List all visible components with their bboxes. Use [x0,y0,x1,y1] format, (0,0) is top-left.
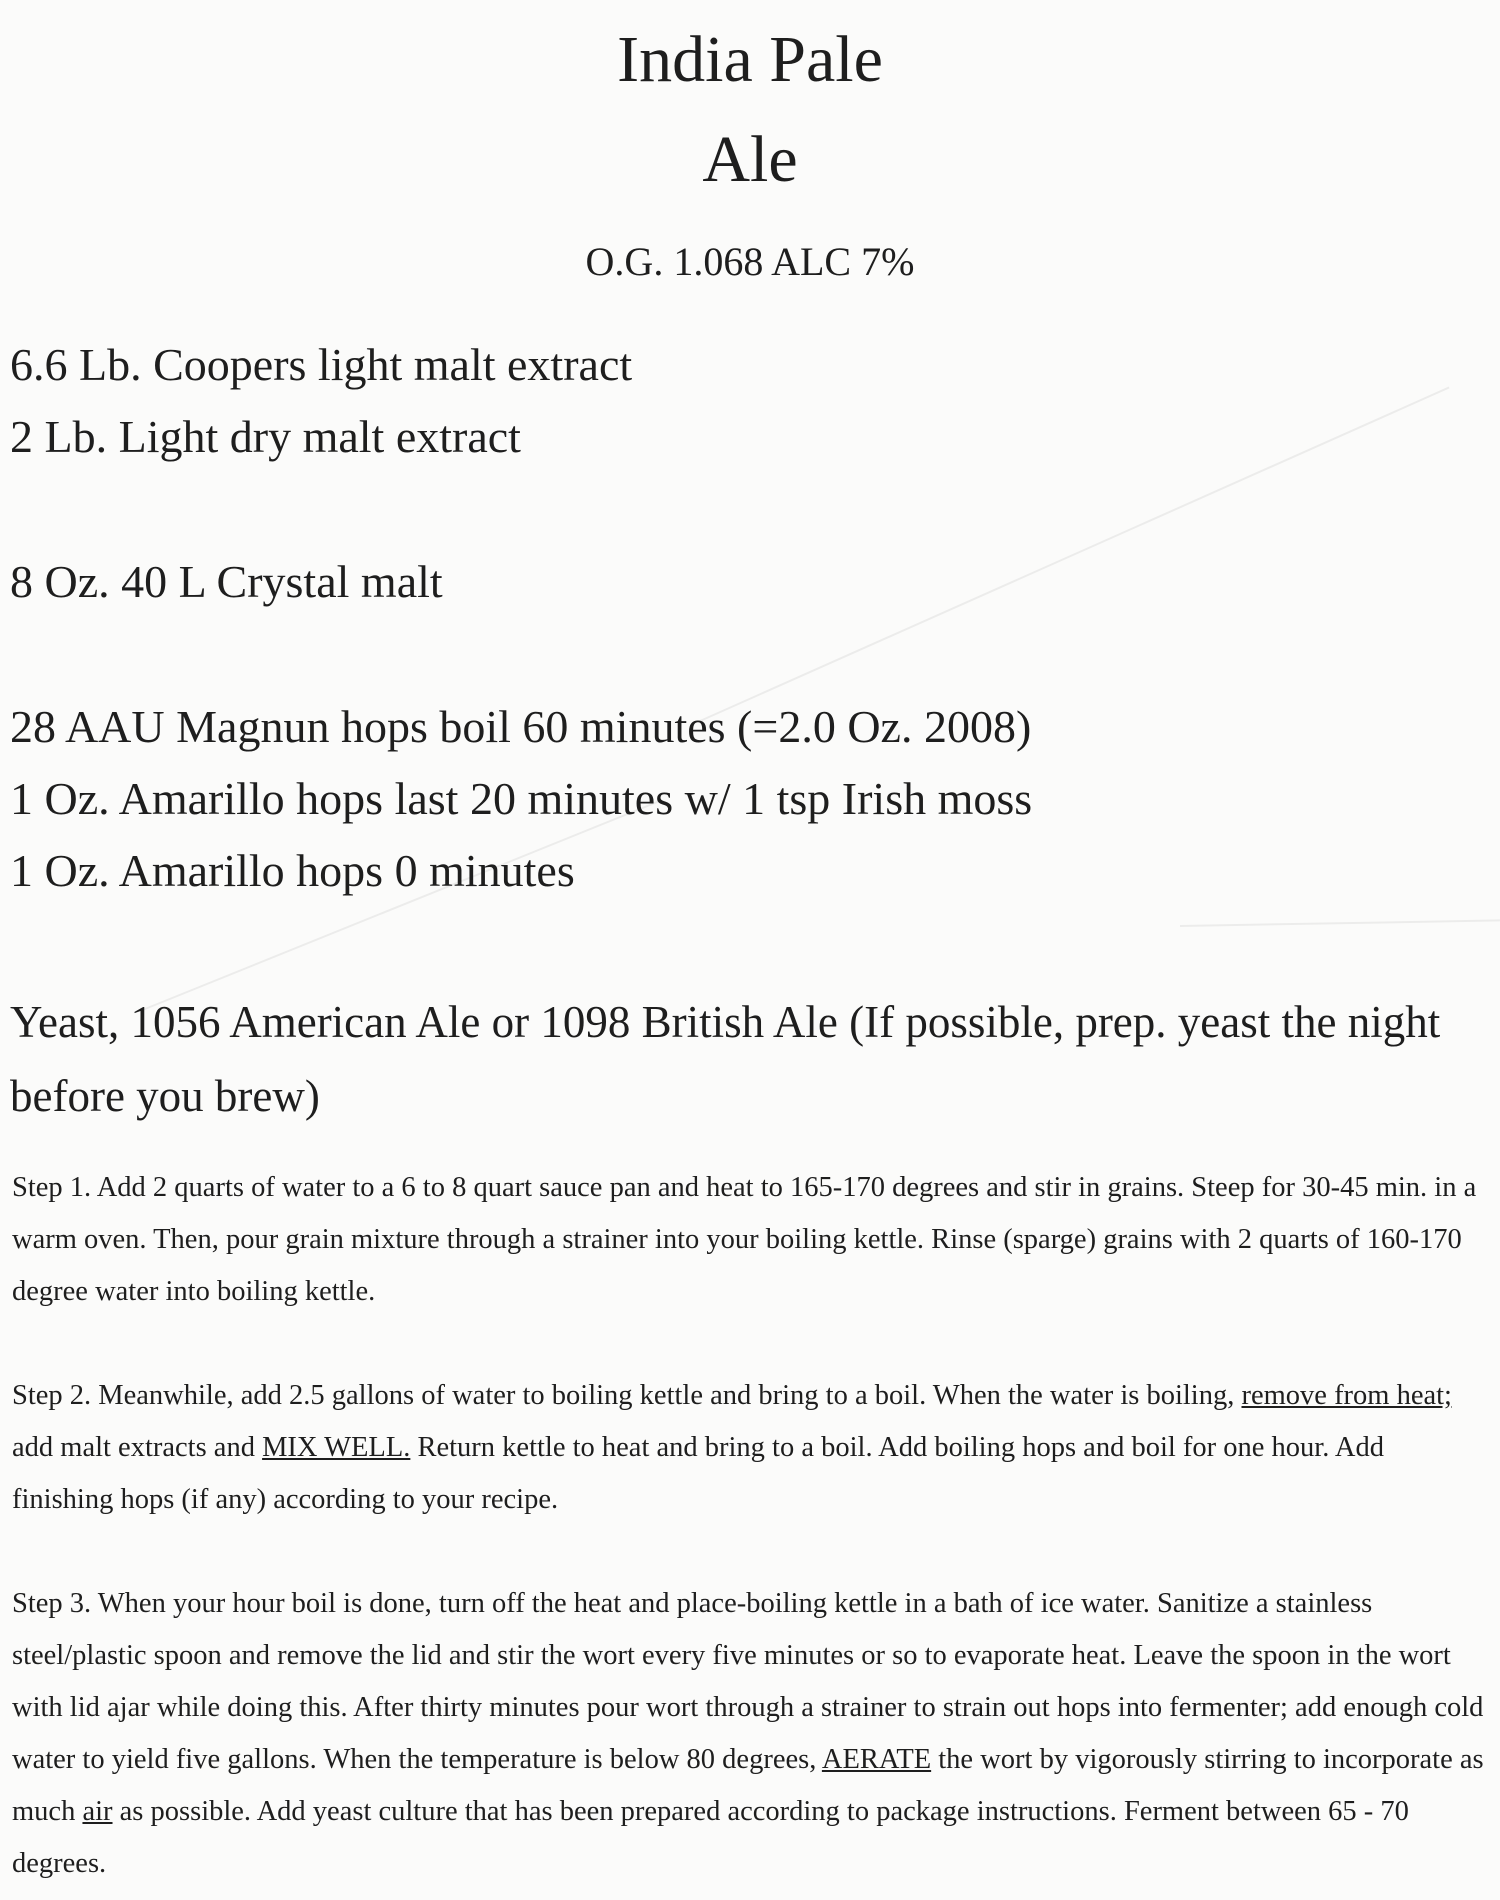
ingredient-hops: 1 Oz. Amarillo hops 0 minutes [10,845,575,896]
ingredient-yeast: Yeast, 1056 American Ale or 1098 British Ale (If possible, prep. yeast the night before you brew) [10,997,1441,1121]
step-3-text: Step 3. When your hour boil is done, turn off the heat and place-boiling kettle in a bath of ice water. Sanitize a stainless steel/plastic spoon and remove the lid and stir the wort every five minutes or so to evaporate heat. Leave the spoon in the wort with lid ajar while doing this. After thirty minutes pour wort through a strainer to strain out hops into fermenter; add enough cold water to yield five gallons. When the temperature is below 80 degrees, [12,1588,1484,1775]
recipe-title-line2: Ale [702,123,798,196]
recipe-title [0,10,1500,210]
step-2 [12,1370,1487,1526]
step-3 [12,1578,1487,1890]
ingredient-hops: 28 AAU Magnun hops boil 60 minutes (=2.0 Oz. 2008) [10,701,1032,752]
paper-crease [700,387,1450,722]
step-2-text: Return kettle to heat and bring to a boil. Add boiling hops and boil for one hour. Add finishing hops (if any) according to your recipe. [12,1432,1384,1515]
ingredient-grain: 8 Oz. 40 L Crystal malt [10,556,443,607]
step-2-underlined: remove from heat; [1241,1380,1452,1411]
ingredient-malt-extract: 6.6 Lb. Coopers light malt extract [10,339,633,390]
ingredient-malt-extract: 2 Lb. Light dry malt extract [10,411,521,462]
paper-crease [140,800,660,1012]
step-3-text: as possible. Add yeast culture that has been prepared according to package instructions. Ferment between 65 - 70 degrees. [12,1796,1409,1879]
gravity-alcohol: O.G. 1.068 ALC 7% [585,239,915,284]
step-2-text: add malt extracts and [12,1432,263,1463]
step-3-underlined: AERATE [821,1744,932,1775]
step-3-underlined: air [82,1796,113,1827]
ingredient-hops: 1 Oz. Amarillo hops last 20 minutes w/ 1 tsp Irish moss [10,773,1033,824]
step-2-underlined: MIX WELL. [262,1432,411,1463]
step-2-text: Step 2. Meanwhile, add 2.5 gallons of water to boiling kettle and bring to a boil. When the water is boiling, [12,1380,1242,1411]
step-1: Step 1. Add 2 quarts of water to a 6 to 8 quart sauce pan and heat to 165-170 degrees and stir in grains. Steep for 30-45 min. in a warm oven. Then, pour grain mixture through a strainer into your boiling kettle. Rinse (sparge) grains with 2 quarts of 160-170 degree water into boiling kettle. [12,1172,1477,1307]
recipe-title-line1: India Pale [617,23,883,96]
paper-crease [1180,919,1500,927]
step-3-text: the wort by vigorously stirring to incorporate as much [12,1744,1484,1827]
